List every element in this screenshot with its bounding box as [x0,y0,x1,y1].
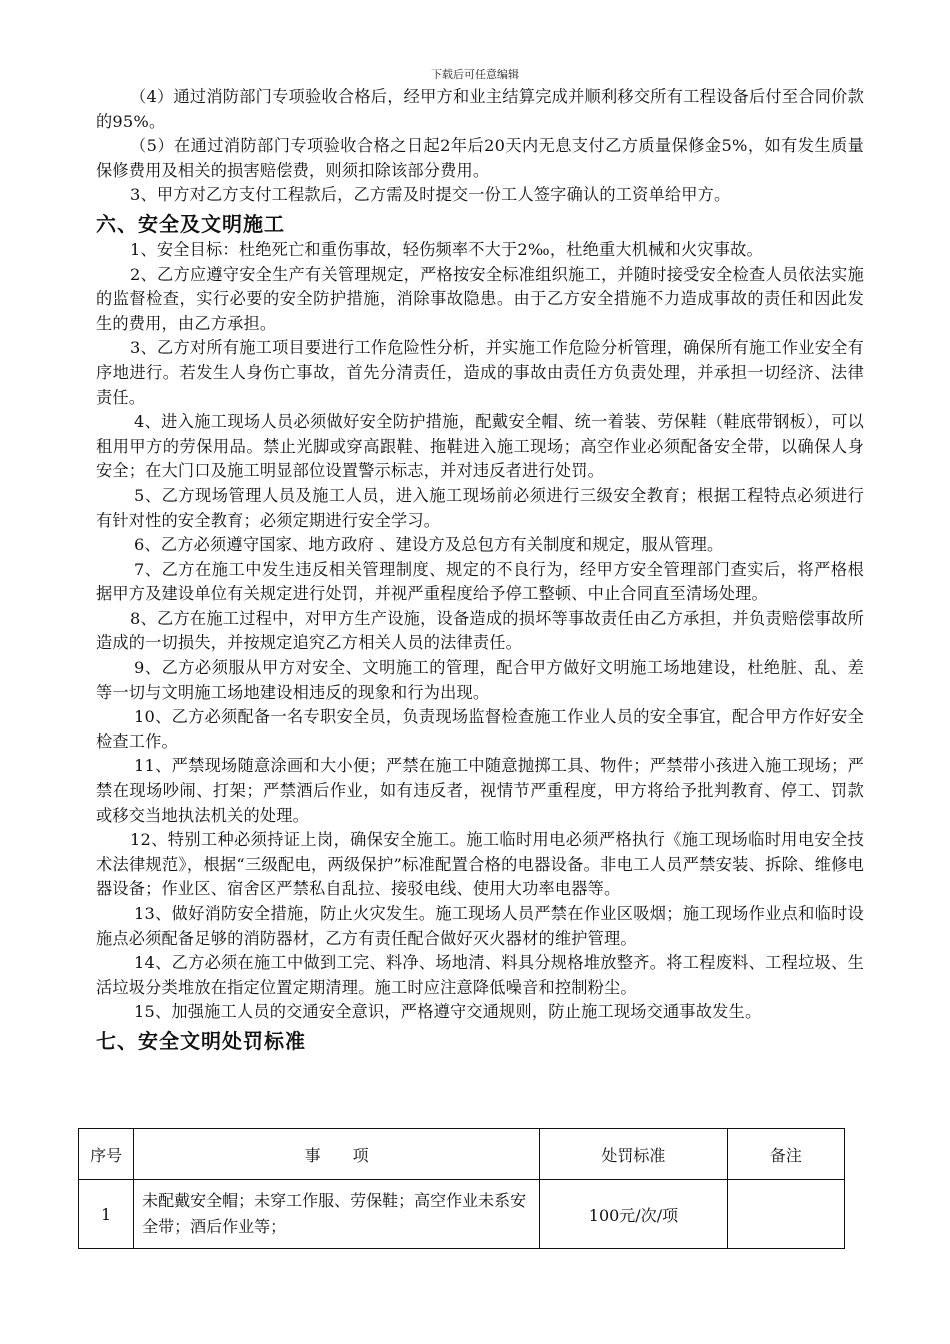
safety-clause-11: 11、严禁现场随意涂画和大小便；严禁在施工中随意抛掷工具、物件；严禁带小孩进入施工现场；严禁在现场吵闹、打架；严禁酒后作业，如有违反者，视情节严重程度，甲方将给予批判教育、停工、罚款或移交当地执法机关的处理。 [96,756,864,825]
safety-clause-14: 14、乙方必须在施工中做到工完、料净、场地清、料具分规格堆放整齐。将工程废料、工程垃圾、生活垃圾分类堆放在指定位置定期清理。施工时应注意降低噪音和控制粉尘。 [96,953,864,997]
section-7-title: 七、安全文明处罚标准 [96,1028,306,1053]
safety-clause-7: 7、乙方在施工中发生违反相关管理制度、规定的不良行为，经甲方安全管理部门查实后，将严格根据甲方及建设单位有关规定进行处罚，并视严重程度给予停工整顿、中止合同直至清场处理。 [96,559,864,604]
table-row [79,1180,845,1249]
safety-clause-15: 15、加强施工人员的交通安全意识，严格遵守交通规则，防止施工现场交通事故发生。 [134,1002,762,1022]
header-index: 序号 [79,1129,134,1180]
cell-penalty: 100元/次/项 [540,1180,727,1249]
cell-remark [727,1180,844,1249]
payment-clause-4: （4）通过消防部门专项验收合格后，经甲方和业主结算完成并顺利移交所有工程设备后付至合同价款的95%。 [96,87,864,131]
safety-clause-3: 3、乙方对所有施工项目要进行工作危险性分析，并实施工作危险分析管理，确保所有施工作业安全有序地进行。若发生人身伤亡事故，首先分清责任，造成的事故由责任方负责处理，并承担一切经济、法律责任。 [96,338,864,407]
safety-clause-4: 4、进入施工现场人员必须做好安全防护措施，配戴安全帽、统一着装、劳保鞋（鞋底带钢板），可以租用甲方的劳保用品。禁止光脚或穿高跟鞋、拖鞋进入施工现场；高空作业必须配备安全带，以确保人身安全；在大门口及施工明显部位设置警示标志，并对违反者进行处罚。 [96,412,864,481]
document-body [96,85,864,1055]
safety-clause-12: 12、特别工种必须持证上岗，确保安全施工。施工临时用电必须严格执行《施工现场临时用电安全技术法律规范》，根据“三级配电，两级保护”标准配置合格的电器设备。非电工人员严禁安装、拆除、维修电器设备；作业区、宿舍区严禁私自乱拉、接驳电线、使用大功率电器等。 [96,830,864,899]
payment-clause-wage: 3、甲方对乙方支付工程款后，乙方需及时提交一份工人签字确认的工资单给甲方。 [130,185,731,205]
safety-clause-9: 9、乙方必须服从甲方对安全、文明施工的管理，配合甲方做好文明施工场地建设，杜绝脏、乱、差等一切与文明施工场地建设相违反的现象和行为出现。 [96,658,864,702]
section-6-title: 六、安全及文明施工 [96,211,285,236]
safety-clause-10: 10、乙方必须配备一名专职安全员，负责现场监督检查施工作业人员的安全事宜，配合甲方作好安全检查工作。 [96,707,864,751]
cell-index: 1 [79,1180,134,1249]
page-header: 下载后可任意编辑 [431,68,519,81]
safety-clause-13: 13、做好消防安全措施，防止火灾发生。施工现场人员严禁在作业区吸烟；施工现场作业点和临时设施点必须配备足够的消防器材，乙方有责任配合做好灭火器材的维护管理。 [96,904,864,948]
safety-clause-1: 1、安全目标：杜绝死亡和重伤事故，轻伤频率不大于2‰，杜绝重大机械和火灾事故。 [130,239,763,259]
penalty-table [78,1128,845,1249]
cell-item-text: 未配戴安全帽；未穿工作服、劳保鞋；高空作业未系安全带；酒后作业等； [142,1191,527,1236]
header-item: 事 项 [134,1129,540,1180]
safety-clause-2: 2、乙方应遵守安全生产有关管理规定，严格按安全标准组织施工，并随时接受安全检查人员依法实施的监督检查，实行必要的安全防护措施，消除事故隐患。由于乙方安全措施不力造成事故的责任和因此发生的费用，由乙方承担。 [96,264,864,333]
safety-clause-5: 5、乙方现场管理人员及施工人员，进入施工现场前必须进行三级安全教育；根据工程特点必须进行有针对性的安全教育；必须定期进行安全学习。 [96,485,864,530]
header-penalty: 处罚标准 [540,1129,727,1180]
table-header-row [79,1129,845,1180]
header-remark: 备注 [727,1129,844,1180]
payment-clause-5: （5）在通过消防部门专项验收合格之日起2年后20天内无息支付乙方质量保修金5%，如有发生质量保修费用及相关的损害赔偿费，则须扣除该部分费用。 [96,136,864,180]
safety-clause-6: 6、乙方必须遵守国家、地方政府 、建设方及总包方有关制度和规定，服从管理。 [134,535,724,555]
safety-clause-8: 8、乙方在施工过程中，对甲方生产设施，设备造成的损坏等事故责任由乙方承担，并负责赔偿事故所造成的一切损失，并按规定追究乙方相关人员的法律责任。 [96,608,864,653]
cell-item [134,1180,540,1249]
